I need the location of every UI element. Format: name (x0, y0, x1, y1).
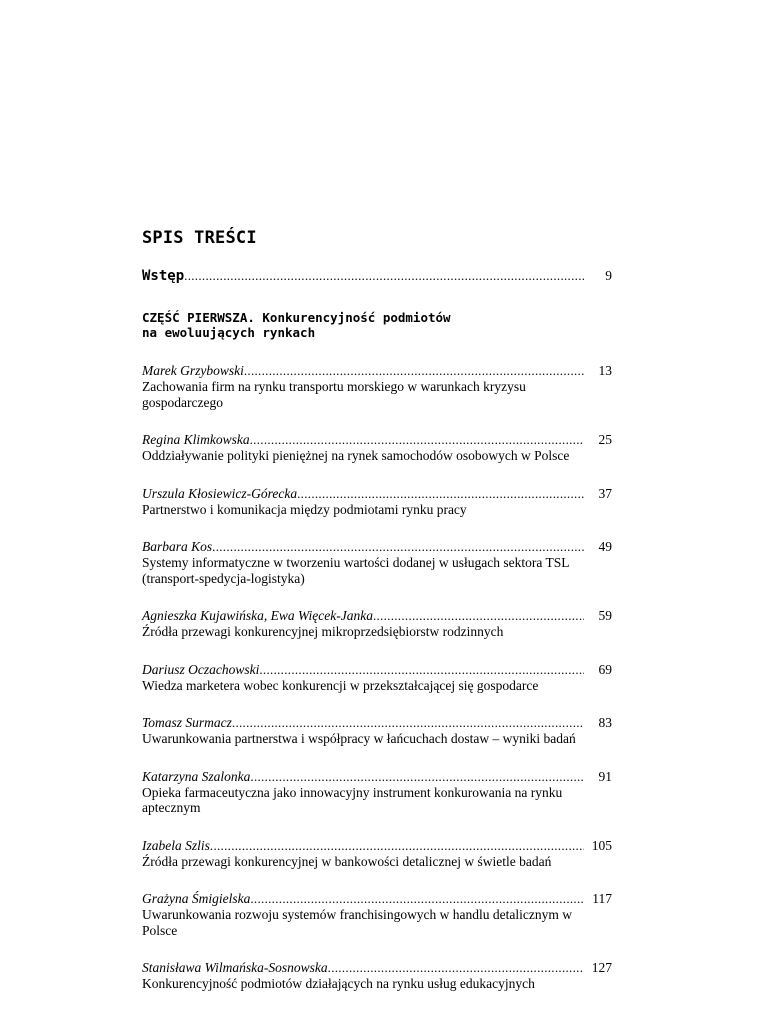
toc-entry (142, 431, 612, 464)
entry-page-number: 83 (598, 715, 612, 730)
dot-leader (328, 959, 584, 976)
toc-entry (142, 485, 612, 518)
entry-author: Barbara Kos (142, 539, 213, 554)
entry-title: Uwarunkowania rozwoju systemów franchisingowych w handlu detalicznym w Polsce (142, 907, 573, 938)
toc-entry (142, 890, 612, 938)
entry-author: Tomasz Surmacz (142, 715, 232, 730)
entry-author: Katarzyna Szalonka (142, 768, 251, 784)
entry-author: Grażyna Śmigielska (142, 891, 251, 906)
entry-author: Stanisława Wilmańska-Sosnowska (142, 960, 328, 975)
entry-title: Źródła przewagi konkurencyjnej w bankowości detalicznej w świetle badań (142, 853, 552, 869)
dot-leader (250, 890, 584, 907)
intro-page-number: 9 (605, 268, 612, 283)
toc-entry (142, 714, 612, 747)
toc-entry (142, 362, 612, 410)
entry-page-number: 69 (598, 661, 612, 677)
entry-page-number: 59 (598, 608, 612, 623)
dot-leader (373, 607, 584, 624)
toc-entry (142, 607, 612, 640)
toc-entry (142, 538, 612, 586)
dot-leader (210, 837, 584, 854)
entry-title: Źródła przewagi konkurencyjnej mikroprzedsiębiorstw rodzinnych (142, 624, 504, 639)
dot-leader (250, 431, 584, 448)
dot-leader (212, 538, 584, 555)
entry-author: Izabela Szlis (142, 837, 210, 853)
part-heading (142, 310, 612, 340)
entry-author: Regina Klimkowska (142, 432, 250, 447)
table-of-contents (142, 228, 612, 1013)
part-heading-line-1: CZĘŚĆ PIERWSZA. Konkurencyjność podmiotów (142, 310, 451, 325)
dot-leader (232, 714, 584, 731)
entry-page-number: 25 (598, 432, 612, 447)
entry-page-number: 91 (598, 768, 612, 784)
dot-leader (297, 485, 584, 502)
entry-title: Systemy informatyczne w tworzeniu wartości dodanej w usługach sektora TSL (transport-spedycja-logistyka) (142, 555, 570, 586)
entry-page-number: 117 (592, 891, 612, 906)
dot-leader (184, 266, 584, 286)
toc-entry (142, 661, 612, 694)
entry-title: Partnerstwo i komunikacja między podmiotami rynku pracy (142, 501, 467, 517)
entry-page-number: 127 (591, 960, 612, 975)
toc-intro-row (142, 266, 612, 286)
entry-title: Uwarunkowania partnerstwa i współpracy w łańcuchach dostaw – wyniki badań (142, 731, 576, 746)
entry-title: Konkurencyjność podmiotów działających na rynku usług edukacyjnych (142, 976, 535, 991)
entry-author: Marek Grzybowski (142, 363, 244, 378)
intro-label: Wstęp (142, 268, 185, 284)
toc-entry (142, 837, 612, 870)
entry-author: Dariusz Oczachowski (142, 661, 260, 677)
entry-page-number: 49 (598, 539, 612, 554)
entry-title: Zachowania firm na rynku transportu morskiego w warunkach kryzysu gospodarczego (142, 379, 526, 410)
toc-entry (142, 768, 612, 816)
entry-author: Urszula Kłosiewicz-Górecka (142, 485, 298, 501)
entry-author: Agnieszka Kujawińska, Ewa Więcek-Janka (142, 608, 373, 623)
part-heading-line-2: na ewoluujących rynkach (142, 325, 316, 340)
entry-title: Opieka farmaceutyczna jako innowacyjny instrument konkurowania na rynku aptecznym (142, 784, 563, 815)
dot-leader (250, 768, 584, 785)
entry-page-number: 105 (591, 837, 612, 853)
entry-title: Wiedza marketera wobec konkurencji w przekształcającej się gospodarce (142, 677, 539, 693)
dot-leader (244, 362, 584, 379)
entry-title: Oddziaływanie polityki pieniężnej na rynek samochodów osobowych w Polsce (142, 448, 570, 463)
toc-title: SPIS TREŚCI (142, 228, 257, 248)
entry-page-number: 37 (598, 485, 612, 501)
toc-entry (142, 959, 612, 992)
dot-leader (259, 661, 584, 678)
entry-page-number: 13 (598, 363, 612, 378)
